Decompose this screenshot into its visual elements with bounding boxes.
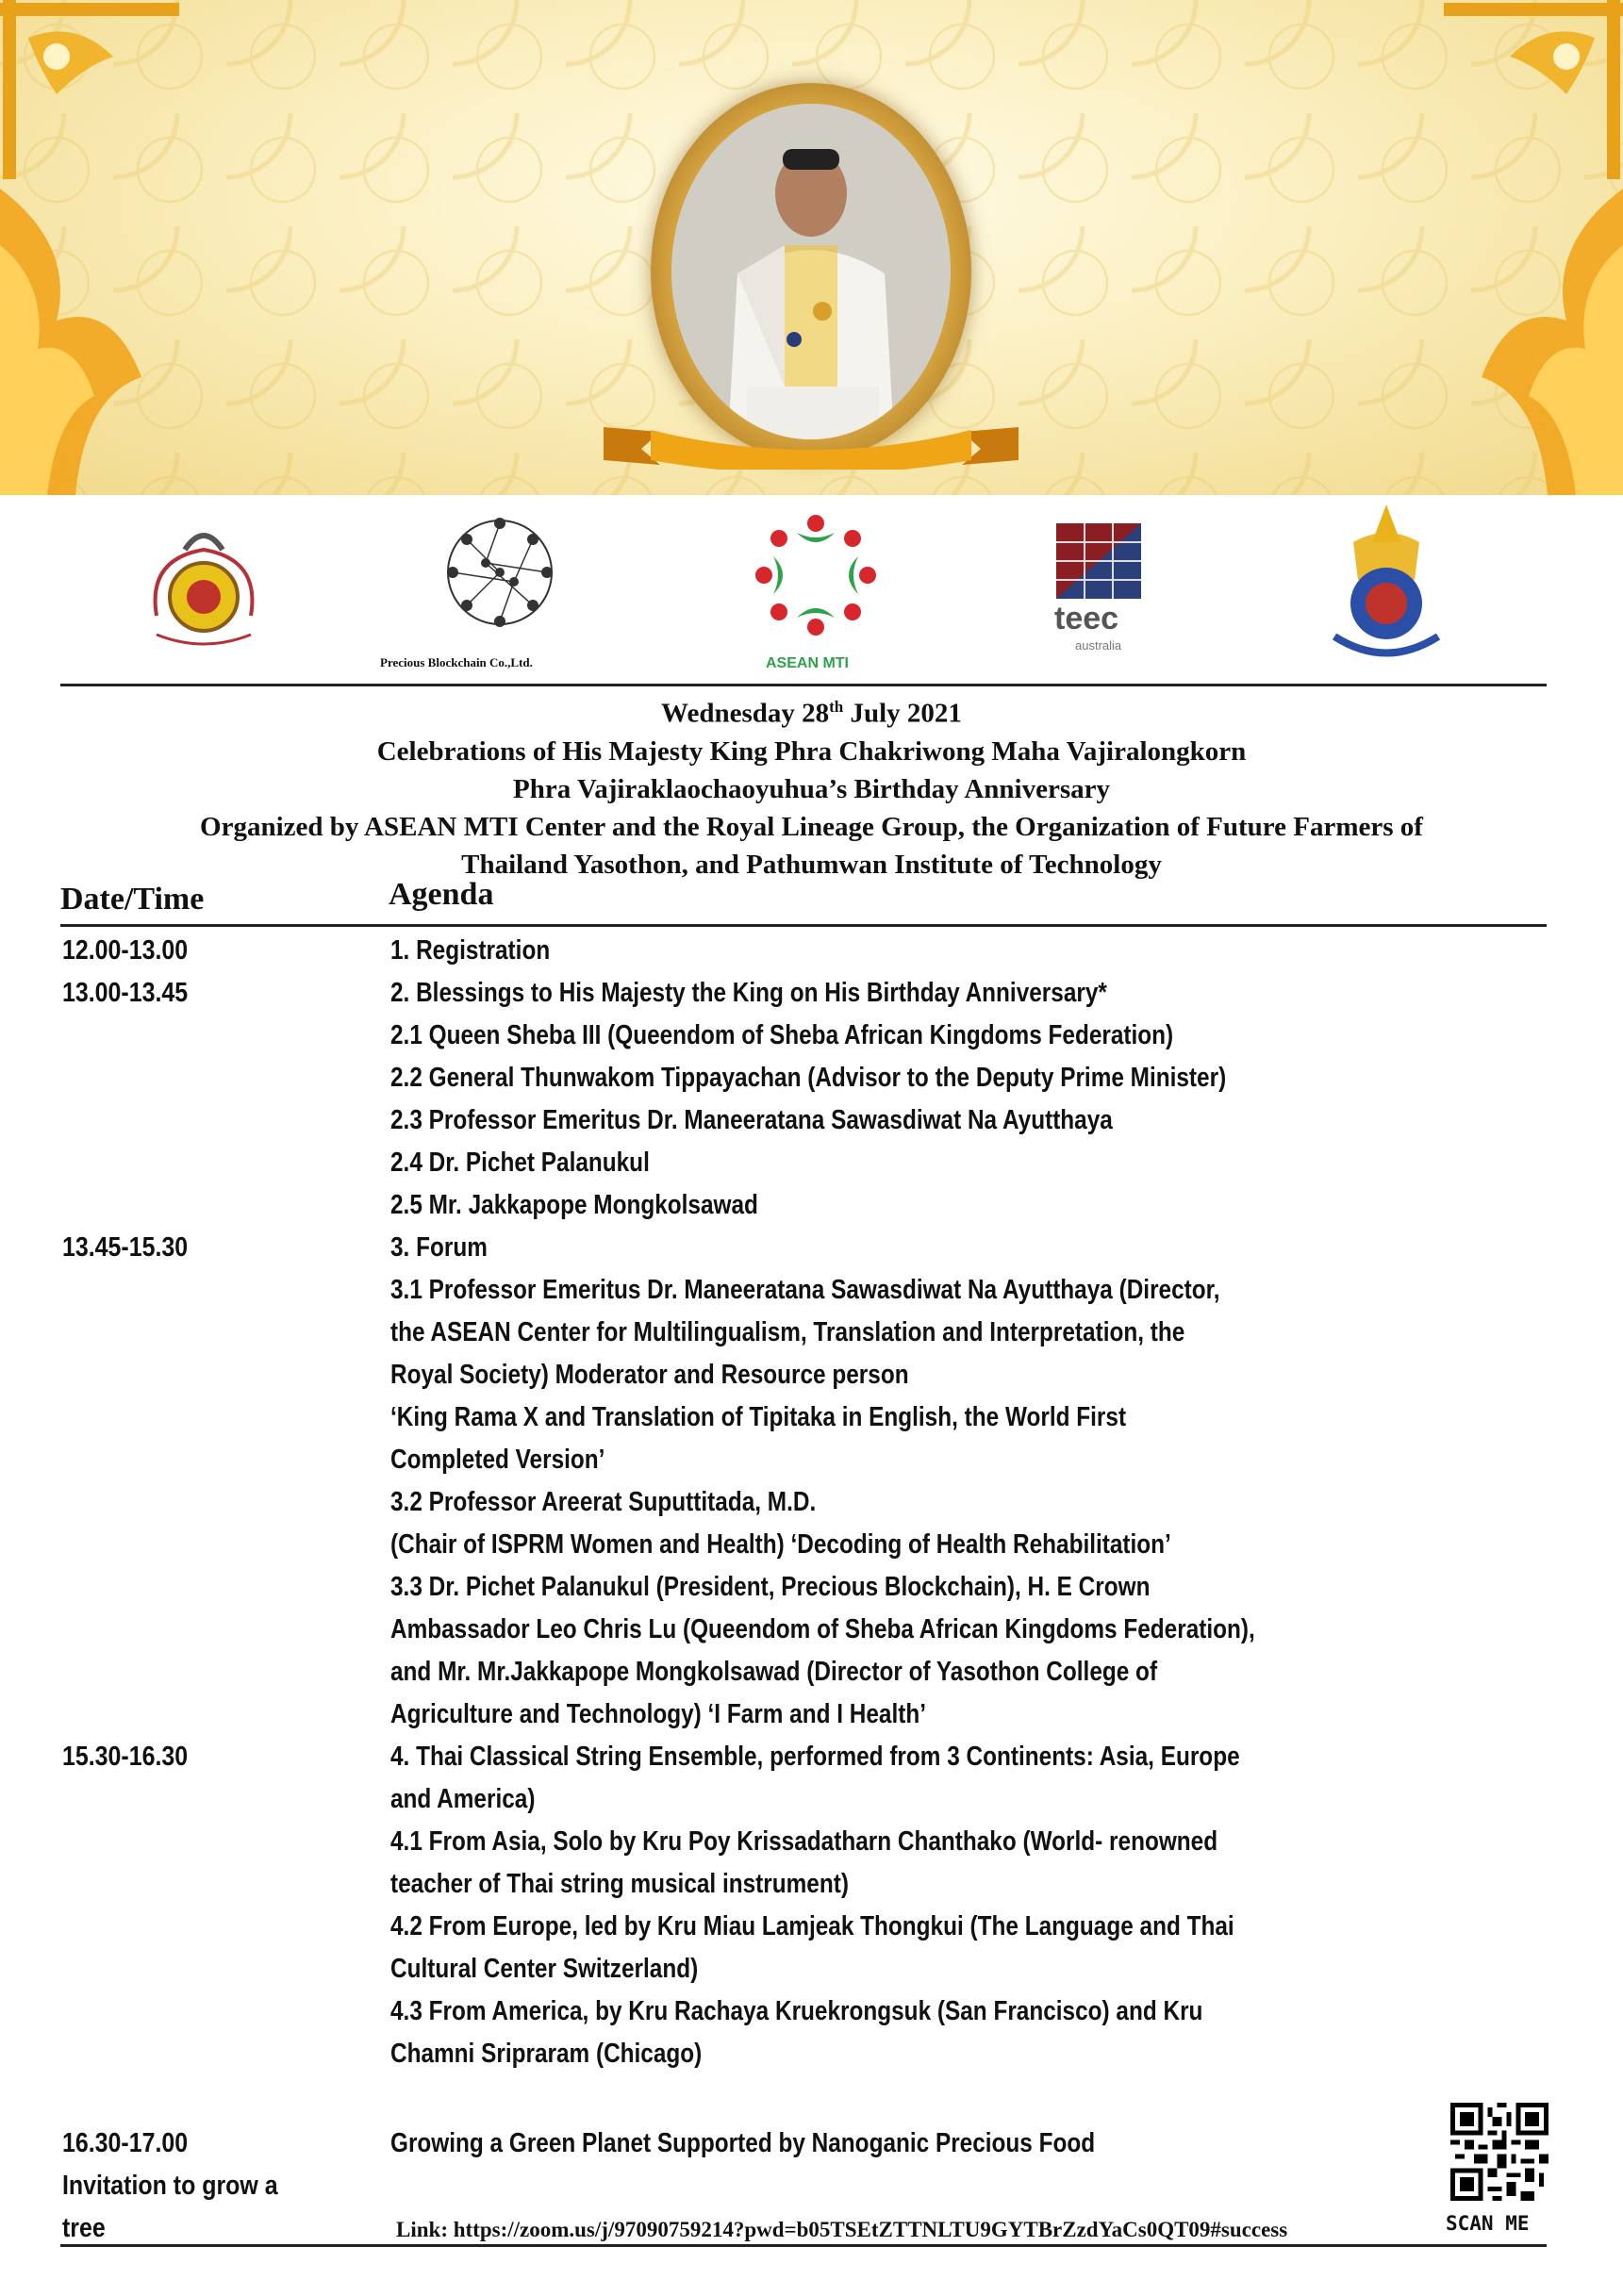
agenda-line: 4.2 From Europe, led by Kru Miau Lamjeak Thongkui (The Language and Thai <box>390 1911 1234 1941</box>
agenda-line: 3. Forum <box>390 1232 488 1263</box>
agenda-line: (Chair of ISPRM Women and Health) ‘Decoding of Health Rehabilitation’ <box>390 1529 1171 1560</box>
event-title-line-1: Celebrations of His Majesty King Phra Chakriwong Maha Vajiralongkorn <box>376 735 1247 767</box>
agenda-line: 3.1 Professor Emeritus Dr. Maneeratana Sawasdiwat Na Ayutthaya (Director, <box>390 1275 1220 1305</box>
agenda-line: Ambassador Leo Chris Lu (Queendom of Sheba African Kingdoms Federation), <box>390 1614 1255 1644</box>
agenda-line: ‘King Rama X and Translation of Tipitaka in English, the World First <box>390 1402 1127 1432</box>
agenda-line: and Mr. Mr.Jakkapope Mongkolsawad (Director of Yasothon College of <box>390 1657 1158 1687</box>
agenda-top-rule <box>60 924 1547 927</box>
agenda-line: 3.2 Professor Areerat Suputtitada, M.D. <box>390 1487 817 1517</box>
blockchain-network-logo-icon <box>439 516 561 629</box>
organizers-line-2: Thailand Yasothon, and Pathumwan Institute of Technology <box>461 849 1162 880</box>
corner-ornament-top-left-icon <box>0 0 189 189</box>
time-slot: 16.30-17.00 <box>62 2128 189 2158</box>
agenda-line: 2. Blessings to His Majesty the King on His Birthday Anniversary* <box>390 978 1107 1008</box>
agenda-line: 2.5 Mr. Jakkapope Mongkolsawad <box>390 1190 758 1220</box>
scan-me-label: SCAN ME <box>1446 2212 1530 2235</box>
organizers-line-1: Organized by ASEAN MTI Center and the Royal Lineage Group, the Organization of Future Farmers of <box>200 811 1423 842</box>
agenda-line: 4.1 From Asia, Solo by Kru Poy Krissadatharn Chanthako (World- renowned <box>390 1826 1218 1857</box>
agenda-line: teacher of Thai string musical instrument) <box>390 1869 849 1899</box>
left-flame-ornament-icon <box>0 189 170 495</box>
agenda-line: and America) <box>390 1784 536 1814</box>
date-time-column-heading: Date/Time <box>60 882 205 917</box>
agenda-line: 1. Registration <box>390 935 551 966</box>
agenda-line: Royal Society) Moderator and Resource person <box>390 1360 909 1390</box>
agenda-column-heading: Agenda <box>389 877 494 912</box>
agenda-line: Cultural Center Switzerland) <box>390 1954 699 1984</box>
time-slot: 13.45-15.30 <box>62 1232 189 1263</box>
king-portrait <box>671 104 951 439</box>
qr-code-icon[interactable] <box>1450 2103 1548 2201</box>
time-slot: 12.00-13.00 <box>62 935 189 966</box>
time-slot: Invitation to grow a <box>62 2171 278 2201</box>
portrait-frame <box>651 83 971 460</box>
asean-mti-caption: ASEAN MTI <box>766 655 849 671</box>
event-header <box>0 688 1623 884</box>
agenda-line: Chamni Sripraram (Chicago) <box>390 2039 703 2069</box>
agenda-line: 2.4 Dr. Pichet Palanukul <box>390 1148 650 1178</box>
agenda-line: 4. Thai Classical String Ensemble, performed from 3 Continents: Asia, Europe <box>390 1742 1240 1772</box>
agenda-line: Growing a Green Planet Supported by Nanoganic Precious Food <box>390 2128 1096 2158</box>
agenda-line: 3.3 Dr. Pichet Palanukul (President, Precious Blockchain), H. E Crown <box>390 1572 1151 1602</box>
teec-caption: teec <box>1054 601 1119 636</box>
header-top-rule <box>60 684 1547 686</box>
time-slot: 15.30-16.30 <box>62 1742 189 1772</box>
agenda-line: Agriculture and Technology) ‘I Farm and I Health’ <box>390 1699 927 1729</box>
zoom-meeting-link[interactable]: Link: https://zoom.us/j/97090759214?pwd=b05TSEtZTTNLTU9GYTBrZzdYaCs0QT09#success <box>396 2218 1288 2241</box>
event-date: Wednesday 28th July 2021 <box>661 698 962 729</box>
royal-banner <box>0 0 1623 495</box>
agenda-line: 4.3 From America, by Kru Rachaya Kruekrongsuk (San Francisco) and Kru <box>390 1996 1203 2026</box>
right-flame-ornament-icon <box>1453 189 1623 495</box>
event-title-line-2: Phra Vajiraklaochaoyuhua’s Birthday Anniversary <box>513 773 1110 804</box>
agenda-line: 2.1 Queen Sheba III (Queendom of Sheba African Kingdoms Federation) <box>390 1020 1174 1050</box>
gold-ribbon-icon <box>604 413 1019 470</box>
asean-mti-logo-icon <box>750 509 882 641</box>
portrait-figure-icon <box>671 104 951 439</box>
footer-rule <box>60 2244 1547 2247</box>
teec-globe-logo-icon <box>1056 523 1141 599</box>
blockchain-caption: Precious Blockchain Co.,Ltd. <box>380 655 533 669</box>
time-slot: 13.00-13.45 <box>62 978 189 1008</box>
agenda-line: Completed Version’ <box>390 1445 605 1475</box>
corner-ornament-top-right-icon <box>1434 0 1623 189</box>
agenda-line: the ASEAN Center for Multilingualism, Translation and Interpretation, the <box>390 1317 1185 1347</box>
agenda-line: 2.3 Professor Emeritus Dr. Maneeratana Sawasdiwat Na Ayutthaya <box>390 1105 1113 1135</box>
logo-strip <box>0 495 1623 679</box>
pathumwan-institute-emblem-icon <box>1325 504 1448 665</box>
agenda-line: 2.2 General Thunwakom Tippayachan (Advisor to the Deputy Prime Minister) <box>390 1063 1227 1093</box>
royal-lineage-emblem-icon <box>138 521 270 653</box>
teec-subcaption: australia <box>1075 638 1122 652</box>
time-slot: tree <box>62 2213 106 2243</box>
